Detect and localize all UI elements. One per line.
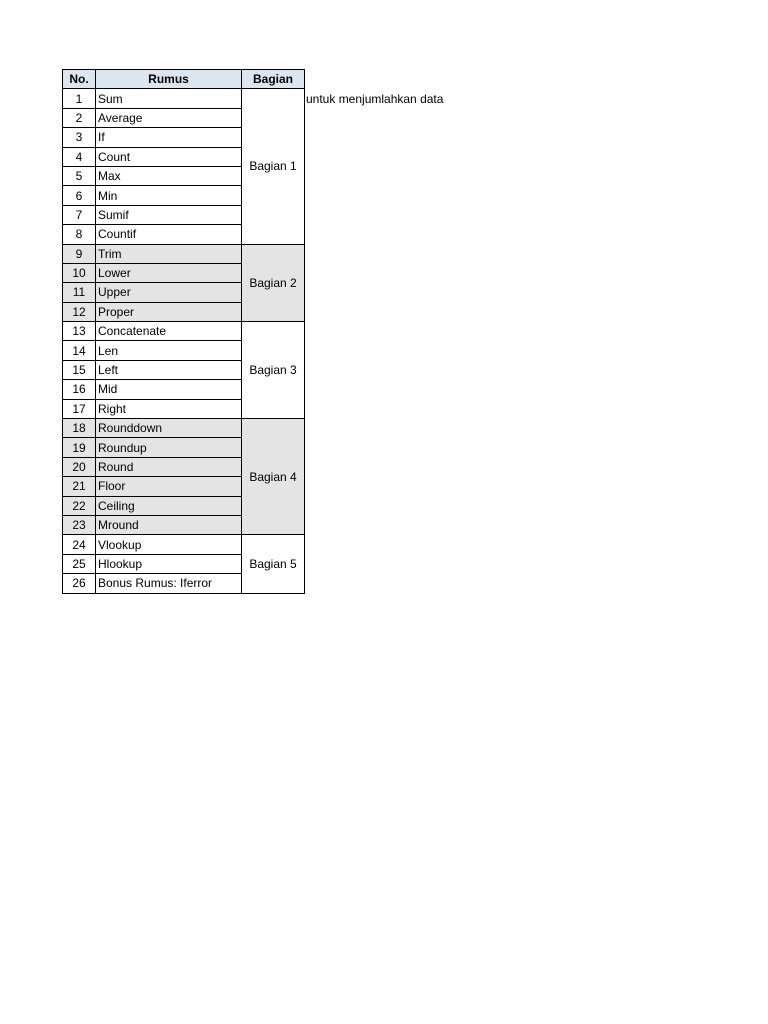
row-number: 3 xyxy=(63,128,96,147)
rumus-name: Sumif xyxy=(96,205,242,224)
rumus-name: Vlookup xyxy=(96,535,242,554)
rumus-name: Count xyxy=(96,147,242,166)
rumus-name: Concatenate xyxy=(96,322,242,341)
rumus-name: Round xyxy=(96,457,242,476)
note-text: untuk menjumlahkan data xyxy=(306,92,444,106)
bagian-label: Bagian 4 xyxy=(242,419,305,535)
row-number: 13 xyxy=(63,322,96,341)
rumus-name: Mid xyxy=(96,380,242,399)
row-number: 17 xyxy=(63,399,96,418)
rumus-name: Max xyxy=(96,166,242,185)
row-number: 14 xyxy=(63,341,96,360)
row-number: 2 xyxy=(63,108,96,127)
row-number: 7 xyxy=(63,205,96,224)
row-number: 10 xyxy=(63,263,96,282)
rumus-name: Proper xyxy=(96,302,242,321)
row-number: 1 xyxy=(63,89,96,108)
rumus-name: Left xyxy=(96,360,242,379)
rumus-table xyxy=(62,69,305,594)
row-number: 9 xyxy=(63,244,96,263)
row-number: 11 xyxy=(63,283,96,302)
rumus-name: If xyxy=(96,128,242,147)
row-number: 20 xyxy=(63,457,96,476)
row-number: 6 xyxy=(63,186,96,205)
row-number: 25 xyxy=(63,554,96,573)
rumus-name: Min xyxy=(96,186,242,205)
rumus-name: Floor xyxy=(96,477,242,496)
table-body xyxy=(63,89,305,593)
rumus-name: Right xyxy=(96,399,242,418)
bagian-label: Bagian 2 xyxy=(242,244,305,322)
row-number: 26 xyxy=(63,574,96,593)
rumus-name: Ceiling xyxy=(96,496,242,515)
row-number: 16 xyxy=(63,380,96,399)
row-number: 22 xyxy=(63,496,96,515)
rumus-name: Rounddown xyxy=(96,419,242,438)
bagian-label: Bagian 3 xyxy=(242,322,305,419)
row-number: 12 xyxy=(63,302,96,321)
header-row xyxy=(63,70,305,89)
rumus-name: Mround xyxy=(96,515,242,534)
row-number: 5 xyxy=(63,166,96,185)
row-number: 18 xyxy=(63,419,96,438)
rumus-name: Upper xyxy=(96,283,242,302)
header-rumus: Rumus xyxy=(96,70,242,89)
rumus-name: Bonus Rumus: Iferror xyxy=(96,574,242,593)
rumus-name: Hlookup xyxy=(96,554,242,573)
bagian-label: Bagian 5 xyxy=(242,535,305,593)
rumus-name: Lower xyxy=(96,263,242,282)
row-number: 21 xyxy=(63,477,96,496)
row-number: 23 xyxy=(63,515,96,534)
table-row xyxy=(63,89,305,108)
row-number: 24 xyxy=(63,535,96,554)
table-row xyxy=(63,419,305,438)
rumus-name: Sum xyxy=(96,89,242,108)
rumus-name: Len xyxy=(96,341,242,360)
table-row xyxy=(63,535,305,554)
header-no: No. xyxy=(63,70,96,89)
row-number: 8 xyxy=(63,225,96,244)
rumus-name: Countif xyxy=(96,225,242,244)
rumus-name: Roundup xyxy=(96,438,242,457)
row-number: 4 xyxy=(63,147,96,166)
bagian-label: Bagian 1 xyxy=(242,89,305,244)
rumus-name: Trim xyxy=(96,244,242,263)
rumus-name: Average xyxy=(96,108,242,127)
row-number: 19 xyxy=(63,438,96,457)
header-bagian: Bagian xyxy=(242,70,305,89)
row-number: 15 xyxy=(63,360,96,379)
table-row xyxy=(63,244,305,263)
table-row xyxy=(63,322,305,341)
